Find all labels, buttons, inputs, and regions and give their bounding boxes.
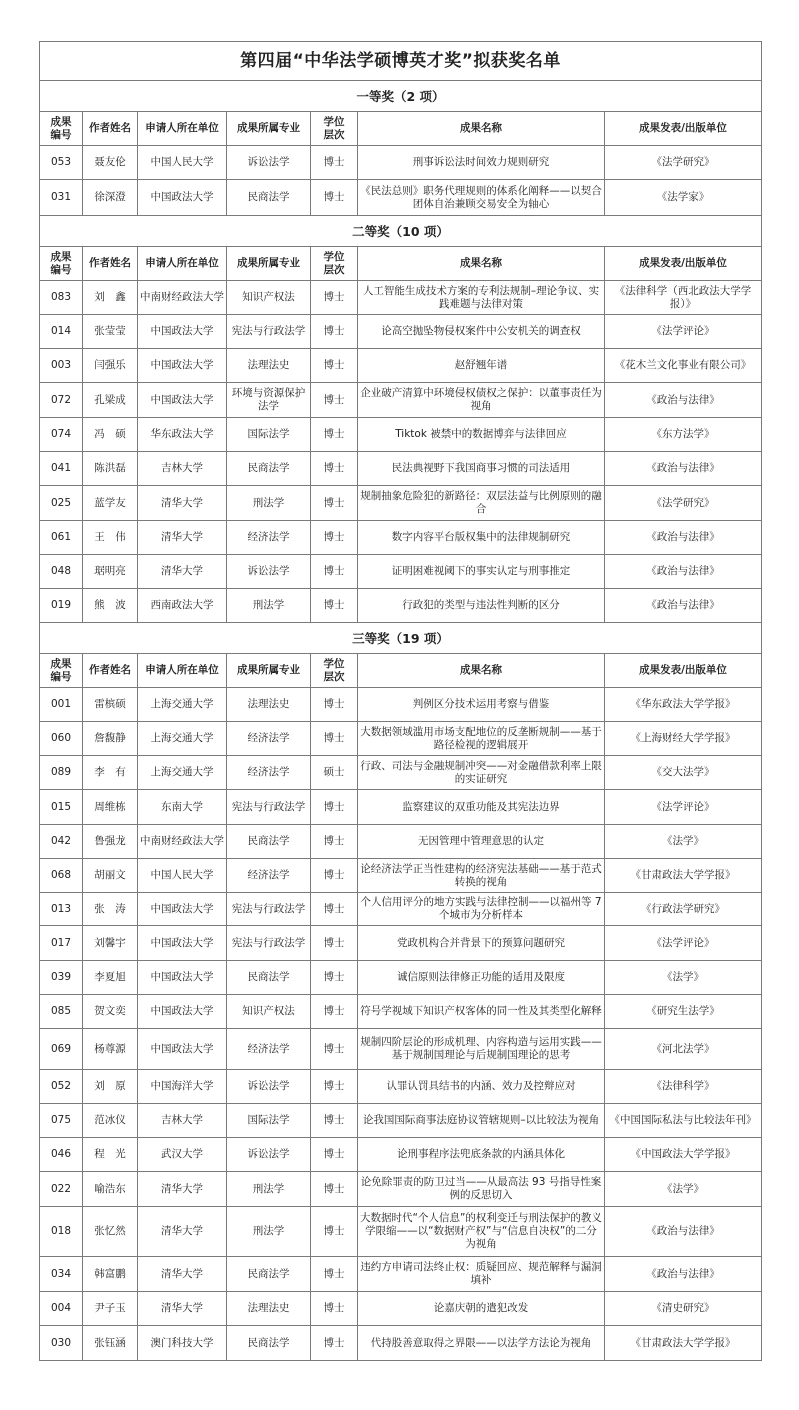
cell-publisher: 《河北法学》 <box>605 1029 762 1070</box>
cell-work: 民法典视野下我国商事习惯的司法适用 <box>358 452 605 486</box>
cell-work: 大数据领域滥用市场支配地位的反垄断规制——基于路径检视的逻辑展开 <box>358 722 605 756</box>
cell-unit: 东南大学 <box>138 790 227 825</box>
cell-id: 014 <box>40 315 83 349</box>
table-row <box>40 452 762 486</box>
cell-major: 经济法学 <box>227 1029 311 1070</box>
cell-unit: 中国人民大学 <box>138 146 227 180</box>
cell-work: 赵舒翘年谱 <box>358 349 605 383</box>
cell-author: 闫强乐 <box>83 349 138 383</box>
cell-unit: 上海交通大学 <box>138 722 227 756</box>
cell-author: 张忆然 <box>83 1207 138 1257</box>
cell-id: 046 <box>40 1138 83 1172</box>
table-row <box>40 1257 762 1292</box>
header-degree: 学位 层次 <box>311 112 358 146</box>
cell-author: 尹子玉 <box>83 1292 138 1326</box>
cell-publisher: 《法学》 <box>605 825 762 859</box>
cell-id: 048 <box>40 555 83 589</box>
table-header-row <box>40 247 762 281</box>
cell-id: 041 <box>40 452 83 486</box>
cell-work: 判例区分技术运用考察与借鉴 <box>358 688 605 722</box>
cell-work: 证明困难视阈下的事实认定与刑事推定 <box>358 555 605 589</box>
cell-major: 诉讼法学 <box>227 146 311 180</box>
cell-degree: 博士 <box>311 926 358 961</box>
cell-unit: 华东政法大学 <box>138 418 227 452</box>
cell-work: 行政、司法与金融规制冲突——对金融借款利率上限的实证研究 <box>358 756 605 790</box>
cell-publisher: 《政治与法律》 <box>605 589 762 623</box>
cell-publisher: 《政治与法律》 <box>605 1207 762 1257</box>
cell-degree: 博士 <box>311 1257 358 1292</box>
cell-degree: 博士 <box>311 452 358 486</box>
cell-publisher: 《法学评论》 <box>605 926 762 961</box>
cell-id: 061 <box>40 521 83 555</box>
cell-unit: 中国政法大学 <box>138 893 227 926</box>
cell-major: 国际法学 <box>227 1104 311 1138</box>
award-table <box>39 41 762 1361</box>
cell-major: 经济法学 <box>227 521 311 555</box>
cell-author: 孔梁成 <box>83 383 138 418</box>
section-heading: 三等奖（19 项） <box>40 623 762 654</box>
cell-unit: 清华大学 <box>138 486 227 521</box>
cell-degree: 博士 <box>311 825 358 859</box>
cell-id: 039 <box>40 961 83 995</box>
table-row <box>40 1292 762 1326</box>
cell-major: 宪法与行政法学 <box>227 790 311 825</box>
cell-major: 经济法学 <box>227 756 311 790</box>
cell-id: 034 <box>40 1257 83 1292</box>
cell-publisher: 《交大法学》 <box>605 756 762 790</box>
cell-id: 022 <box>40 1172 83 1207</box>
cell-major: 经济法学 <box>227 722 311 756</box>
header-id: 成果 编号 <box>40 654 83 688</box>
cell-publisher: 《政治与法律》 <box>605 452 762 486</box>
table-row <box>40 589 762 623</box>
cell-author: 李 有 <box>83 756 138 790</box>
cell-degree: 博士 <box>311 349 358 383</box>
header-publisher: 成果发表/出版单位 <box>605 247 762 281</box>
cell-publisher: 《甘肃政法大学学报》 <box>605 1326 762 1361</box>
cell-major: 经济法学 <box>227 859 311 893</box>
cell-unit: 中国政法大学 <box>138 315 227 349</box>
cell-major: 刑法学 <box>227 1207 311 1257</box>
table-row <box>40 893 762 926</box>
cell-work: Tiktok 被禁中的数据博弈与法律回应 <box>358 418 605 452</box>
cell-work: 诚信原则法律修正功能的适用及限度 <box>358 961 605 995</box>
cell-major: 知识产权法 <box>227 995 311 1029</box>
header-work: 成果名称 <box>358 654 605 688</box>
table-row <box>40 1172 762 1207</box>
cell-major: 法理法史 <box>227 349 311 383</box>
cell-major: 宪法与行政法学 <box>227 926 311 961</box>
cell-major: 宪法与行政法学 <box>227 315 311 349</box>
cell-unit: 武汉大学 <box>138 1138 227 1172</box>
table-row <box>40 383 762 418</box>
cell-work: 规制四阶层论的形成机理、内容构造与运用实践——基于规制国理论与后规制国理论的思考 <box>358 1029 605 1070</box>
cell-publisher: 《政治与法律》 <box>605 383 762 418</box>
header-author: 作者姓名 <box>83 247 138 281</box>
cell-work: 论高空抛坠物侵权案件中公安机关的调查权 <box>358 315 605 349</box>
cell-id: 060 <box>40 722 83 756</box>
cell-id: 019 <box>40 589 83 623</box>
cell-degree: 博士 <box>311 722 358 756</box>
cell-degree: 硕士 <box>311 756 358 790</box>
cell-id: 030 <box>40 1326 83 1361</box>
cell-id: 018 <box>40 1207 83 1257</box>
cell-unit: 中国人民大学 <box>138 859 227 893</box>
cell-degree: 博士 <box>311 418 358 452</box>
cell-id: 031 <box>40 180 83 216</box>
cell-id: 069 <box>40 1029 83 1070</box>
cell-degree: 博士 <box>311 1070 358 1104</box>
cell-degree: 博士 <box>311 995 358 1029</box>
header-major: 成果所属专业 <box>227 654 311 688</box>
cell-id: 042 <box>40 825 83 859</box>
cell-unit: 清华大学 <box>138 1257 227 1292</box>
cell-work: 符号学视域下知识产权客体的同一性及其类型化解释 <box>358 995 605 1029</box>
cell-id: 068 <box>40 859 83 893</box>
cell-degree: 博士 <box>311 383 358 418</box>
cell-id: 053 <box>40 146 83 180</box>
cell-unit: 中国政法大学 <box>138 926 227 961</box>
cell-author: 刘馨宇 <box>83 926 138 961</box>
cell-unit: 中国政法大学 <box>138 961 227 995</box>
cell-author: 鲁强龙 <box>83 825 138 859</box>
cell-id: 072 <box>40 383 83 418</box>
cell-publisher: 《政治与法律》 <box>605 521 762 555</box>
cell-author: 周维栋 <box>83 790 138 825</box>
cell-degree: 博士 <box>311 315 358 349</box>
cell-publisher: 《法律科学（西北政法大学学报）》 <box>605 281 762 315</box>
cell-publisher: 《中国政法大学学报》 <box>605 1138 762 1172</box>
cell-degree: 博士 <box>311 1207 358 1257</box>
cell-publisher: 《政治与法律》 <box>605 1257 762 1292</box>
cell-major: 环境与资源保护法学 <box>227 383 311 418</box>
cell-unit: 吉林大学 <box>138 1104 227 1138</box>
cell-author: 胡丽文 <box>83 859 138 893</box>
cell-degree: 博士 <box>311 521 358 555</box>
table-row <box>40 315 762 349</box>
cell-author: 范冰仪 <box>83 1104 138 1138</box>
table-row <box>40 790 762 825</box>
cell-degree: 博士 <box>311 589 358 623</box>
cell-unit: 中国政法大学 <box>138 349 227 383</box>
cell-work: 数字内容平台版权集中的法律规制研究 <box>358 521 605 555</box>
cell-author: 雷槟硕 <box>83 688 138 722</box>
cell-author: 徐深澄 <box>83 180 138 216</box>
cell-work: 行政犯的类型与违法性判断的区分 <box>358 589 605 623</box>
cell-author: 程 光 <box>83 1138 138 1172</box>
cell-publisher: 《甘肃政法大学学报》 <box>605 859 762 893</box>
cell-author: 王 伟 <box>83 521 138 555</box>
table-row <box>40 1207 762 1257</box>
cell-publisher: 《清史研究》 <box>605 1292 762 1326</box>
cell-unit: 上海交通大学 <box>138 688 227 722</box>
cell-major: 宪法与行政法学 <box>227 893 311 926</box>
table-row <box>40 486 762 521</box>
cell-degree: 博士 <box>311 1292 358 1326</box>
table-row <box>40 1104 762 1138</box>
header-publisher: 成果发表/出版单位 <box>605 654 762 688</box>
table-row <box>40 859 762 893</box>
cell-author: 张钰涵 <box>83 1326 138 1361</box>
cell-id: 083 <box>40 281 83 315</box>
cell-unit: 中南财经政法大学 <box>138 825 227 859</box>
header-degree: 学位 层次 <box>311 247 358 281</box>
cell-author: 李夏旭 <box>83 961 138 995</box>
cell-major: 刑法学 <box>227 1172 311 1207</box>
table-row <box>40 756 762 790</box>
cell-publisher: 《法学家》 <box>605 180 762 216</box>
cell-degree: 博士 <box>311 486 358 521</box>
cell-work: 论免除罪责的防卫过当——从最高法 93 号指导性案例的反思切入 <box>358 1172 605 1207</box>
cell-unit: 中国海洋大学 <box>138 1070 227 1104</box>
header-degree: 学位 层次 <box>311 654 358 688</box>
cell-author: 冯 硕 <box>83 418 138 452</box>
cell-id: 015 <box>40 790 83 825</box>
cell-unit: 吉林大学 <box>138 452 227 486</box>
cell-major: 民商法学 <box>227 825 311 859</box>
cell-id: 001 <box>40 688 83 722</box>
table-row <box>40 146 762 180</box>
header-publisher: 成果发表/出版单位 <box>605 112 762 146</box>
cell-unit: 清华大学 <box>138 521 227 555</box>
table-row <box>40 281 762 315</box>
cell-author: 聂友伦 <box>83 146 138 180</box>
cell-unit: 中国政法大学 <box>138 383 227 418</box>
cell-unit: 清华大学 <box>138 1207 227 1257</box>
cell-publisher: 《华东政法大学学报》 <box>605 688 762 722</box>
cell-author: 熊 波 <box>83 589 138 623</box>
cell-unit: 西南政法大学 <box>138 589 227 623</box>
cell-major: 民商法学 <box>227 1326 311 1361</box>
cell-degree: 博士 <box>311 893 358 926</box>
cell-unit: 清华大学 <box>138 555 227 589</box>
cell-author: 琚明亮 <box>83 555 138 589</box>
page-title: 第四届“中华法学硕博英才奖”拟获奖名单 <box>40 42 762 81</box>
table-row <box>40 688 762 722</box>
cell-degree: 博士 <box>311 790 358 825</box>
cell-author: 贺文奕 <box>83 995 138 1029</box>
header-work: 成果名称 <box>358 112 605 146</box>
cell-unit: 清华大学 <box>138 1292 227 1326</box>
cell-publisher: 《法学研究》 <box>605 146 762 180</box>
cell-degree: 博士 <box>311 1326 358 1361</box>
header-author: 作者姓名 <box>83 112 138 146</box>
cell-degree: 博士 <box>311 961 358 995</box>
cell-author: 张莹莹 <box>83 315 138 349</box>
cell-publisher: 《中国国际私法与比较法年刊》 <box>605 1104 762 1138</box>
cell-work: 《民法总则》职务代理规则的体系化阐释——以契合团体自治兼顾交易安全为轴心 <box>358 180 605 216</box>
cell-unit: 清华大学 <box>138 1172 227 1207</box>
header-unit: 申请人所在单位 <box>138 247 227 281</box>
cell-author: 蓝学友 <box>83 486 138 521</box>
section-heading: 二等奖（10 项） <box>40 216 762 247</box>
cell-major: 知识产权法 <box>227 281 311 315</box>
cell-work: 规制抽象危险犯的新路径：双层法益与比例原则的融合 <box>358 486 605 521</box>
cell-work: 认罪认罚具结书的内涵、效力及控辩应对 <box>358 1070 605 1104</box>
cell-major: 民商法学 <box>227 1257 311 1292</box>
cell-work: 论经济法学正当性建构的经济宪法基础——基于范式转换的视角 <box>358 859 605 893</box>
table-row <box>40 349 762 383</box>
cell-work: 企业破产清算中环境侵权债权之保护：以董事责任为视角 <box>358 383 605 418</box>
cell-publisher: 《研究生法学》 <box>605 995 762 1029</box>
cell-work: 大数据时代“个人信息”的权利变迁与刑法保护的教义学限缩——以“数据财产权”与“信息自决权”的二分为视角 <box>358 1207 605 1257</box>
cell-unit: 中南财经政法大学 <box>138 281 227 315</box>
cell-publisher: 《法学评论》 <box>605 315 762 349</box>
cell-degree: 博士 <box>311 1138 358 1172</box>
header-id: 成果 编号 <box>40 247 83 281</box>
cell-author: 张 涛 <box>83 893 138 926</box>
cell-degree: 博士 <box>311 146 358 180</box>
cell-degree: 博士 <box>311 281 358 315</box>
cell-degree: 博士 <box>311 1029 358 1070</box>
cell-work: 论刑事程序法兜底条款的内涵具体化 <box>358 1138 605 1172</box>
section-heading: 一等奖（2 项） <box>40 81 762 112</box>
header-id: 成果 编号 <box>40 112 83 146</box>
cell-id: 089 <box>40 756 83 790</box>
table-row <box>40 1138 762 1172</box>
cell-publisher: 《法学》 <box>605 1172 762 1207</box>
cell-unit: 上海交通大学 <box>138 756 227 790</box>
cell-degree: 博士 <box>311 555 358 589</box>
table-row <box>40 995 762 1029</box>
header-major: 成果所属专业 <box>227 247 311 281</box>
cell-unit: 中国政法大学 <box>138 995 227 1029</box>
cell-author: 杨尊源 <box>83 1029 138 1070</box>
table-row <box>40 180 762 216</box>
cell-id: 003 <box>40 349 83 383</box>
table-row <box>40 555 762 589</box>
cell-degree: 博士 <box>311 180 358 216</box>
cell-major: 诉讼法学 <box>227 1138 311 1172</box>
cell-publisher: 《法学研究》 <box>605 486 762 521</box>
table-row <box>40 926 762 961</box>
cell-work: 论嘉庆朝的遣犯改发 <box>358 1292 605 1326</box>
cell-publisher: 《行政法学研究》 <box>605 893 762 926</box>
cell-id: 075 <box>40 1104 83 1138</box>
header-author: 作者姓名 <box>83 654 138 688</box>
cell-work: 代持股善意取得之界限——以法学方法论为视角 <box>358 1326 605 1361</box>
cell-major: 诉讼法学 <box>227 1070 311 1104</box>
cell-author: 刘 鑫 <box>83 281 138 315</box>
cell-work: 刑事诉讼法时间效力规则研究 <box>358 146 605 180</box>
cell-id: 085 <box>40 995 83 1029</box>
cell-publisher: 《法学评论》 <box>605 790 762 825</box>
cell-major: 国际法学 <box>227 418 311 452</box>
cell-work: 无因管理中管理意思的认定 <box>358 825 605 859</box>
cell-id: 013 <box>40 893 83 926</box>
award-list-sheet <box>39 41 761 1361</box>
cell-id: 052 <box>40 1070 83 1104</box>
cell-degree: 博士 <box>311 1104 358 1138</box>
cell-degree: 博士 <box>311 688 358 722</box>
cell-major: 法理法史 <box>227 1292 311 1326</box>
cell-work: 论我国国际商事法庭协议管辖规则–以比较法为视角 <box>358 1104 605 1138</box>
cell-degree: 博士 <box>311 859 358 893</box>
cell-author: 喻浩东 <box>83 1172 138 1207</box>
header-unit: 申请人所在单位 <box>138 654 227 688</box>
header-unit: 申请人所在单位 <box>138 112 227 146</box>
cell-major: 民商法学 <box>227 452 311 486</box>
table-row <box>40 961 762 995</box>
cell-major: 诉讼法学 <box>227 555 311 589</box>
table-row <box>40 825 762 859</box>
cell-id: 017 <box>40 926 83 961</box>
cell-publisher: 《法学》 <box>605 961 762 995</box>
cell-degree: 博士 <box>311 1172 358 1207</box>
cell-work: 监察建议的双重功能及其宪法边界 <box>358 790 605 825</box>
table-row <box>40 1029 762 1070</box>
cell-id: 004 <box>40 1292 83 1326</box>
cell-id: 074 <box>40 418 83 452</box>
cell-author: 韩富鹏 <box>83 1257 138 1292</box>
cell-publisher: 《法律科学》 <box>605 1070 762 1104</box>
cell-publisher: 《上海财经大学学报》 <box>605 722 762 756</box>
table-row <box>40 722 762 756</box>
cell-major: 民商法学 <box>227 961 311 995</box>
cell-unit: 中国政法大学 <box>138 180 227 216</box>
table-header-row <box>40 654 762 688</box>
table-row <box>40 1326 762 1361</box>
cell-major: 刑法学 <box>227 589 311 623</box>
cell-author: 刘 原 <box>83 1070 138 1104</box>
cell-major: 刑法学 <box>227 486 311 521</box>
cell-publisher: 《花木兰文化事业有限公司》 <box>605 349 762 383</box>
table-row <box>40 418 762 452</box>
table-row <box>40 1070 762 1104</box>
header-work: 成果名称 <box>358 247 605 281</box>
cell-unit: 澳门科技大学 <box>138 1326 227 1361</box>
cell-work: 个人信用评分的地方实践与法律控制——以福州等 7 个城市为分析样本 <box>358 893 605 926</box>
cell-major: 法理法史 <box>227 688 311 722</box>
cell-major: 民商法学 <box>227 180 311 216</box>
table-row <box>40 521 762 555</box>
cell-author: 詹馥静 <box>83 722 138 756</box>
cell-unit: 中国政法大学 <box>138 1029 227 1070</box>
cell-author: 陈洪磊 <box>83 452 138 486</box>
cell-publisher: 《政治与法律》 <box>605 555 762 589</box>
cell-work: 违约方申请司法终止权：质疑回应、规范解释与漏洞填补 <box>358 1257 605 1292</box>
table-header-row <box>40 112 762 146</box>
cell-publisher: 《东方法学》 <box>605 418 762 452</box>
header-major: 成果所属专业 <box>227 112 311 146</box>
cell-work: 人工智能生成技术方案的专利法规制–理论争议、实践难题与法律对策 <box>358 281 605 315</box>
cell-id: 025 <box>40 486 83 521</box>
cell-work: 党政机构合并背景下的预算问题研究 <box>358 926 605 961</box>
